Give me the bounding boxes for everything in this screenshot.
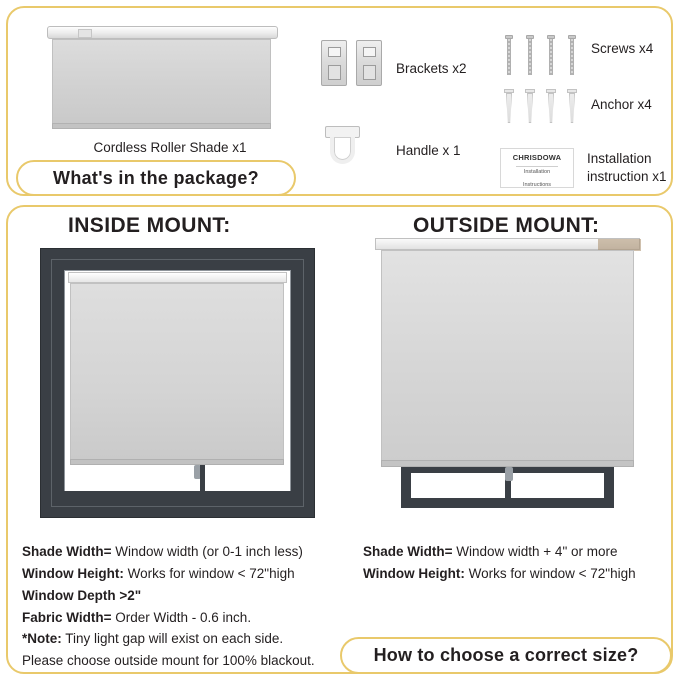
spec-value: Works for window < 72"high bbox=[123, 565, 295, 581]
outside-mount-title: OUTSIDE MOUNT: bbox=[413, 214, 600, 237]
inside-shade-fabric bbox=[70, 283, 284, 461]
spec-line bbox=[22, 607, 352, 629]
instruction-manual-icon bbox=[500, 148, 574, 188]
brand-name: CHRISDOWA bbox=[512, 153, 562, 162]
anchor-icon bbox=[525, 89, 535, 123]
anchor-icon bbox=[546, 89, 556, 123]
outside-shade-bottom-rail bbox=[381, 460, 634, 467]
caption-screws: Screws x4 bbox=[591, 41, 654, 56]
spec-value: Order Width - 0.6 inch. bbox=[111, 609, 252, 625]
screw-icon bbox=[547, 35, 555, 75]
shade-fabric bbox=[52, 39, 271, 126]
anchor-body bbox=[527, 93, 533, 123]
manual-line-1: Installation bbox=[516, 166, 558, 176]
spec-value: Please choose outside mount for 100% blackout. bbox=[22, 653, 315, 669]
anchor-head bbox=[546, 89, 556, 93]
screw-icon bbox=[505, 35, 513, 75]
screw-shaft bbox=[507, 39, 511, 75]
spec-line bbox=[363, 563, 673, 585]
spec-label: Fabric Width= bbox=[22, 609, 112, 625]
manual-line-2: Instructions bbox=[522, 182, 552, 189]
spec-label: Window Height: bbox=[22, 565, 124, 581]
outside-shade-headrail bbox=[375, 238, 640, 250]
shade-headrail bbox=[47, 26, 278, 39]
caption-anchor: Anchor x4 bbox=[591, 97, 652, 112]
bracket-icon bbox=[356, 40, 382, 86]
bracket-icon bbox=[321, 40, 347, 86]
package-ribbon-label: What's in the package? bbox=[16, 160, 296, 196]
inside-mount-title: INSIDE MOUNT: bbox=[68, 214, 231, 237]
anchor-head bbox=[567, 89, 577, 93]
inside-mount-illustration bbox=[40, 248, 315, 518]
shade-bottom-rail bbox=[52, 123, 271, 129]
spec-value: Window width (or 0-1 inch less) bbox=[111, 544, 303, 559]
outside-mount-specs bbox=[363, 541, 673, 585]
anchor-head bbox=[525, 89, 535, 93]
spec-label: Window Height: bbox=[363, 565, 465, 581]
spec-label: Shade Width= bbox=[22, 544, 112, 559]
handle-ring bbox=[330, 137, 355, 164]
spec-line bbox=[22, 563, 352, 585]
anchor-body bbox=[569, 93, 575, 123]
outside-mount-illustration bbox=[375, 238, 640, 518]
spec-line bbox=[22, 650, 352, 672]
caption-instruction: Installation instruction x1 bbox=[587, 151, 667, 185]
anchor-icon bbox=[504, 89, 514, 123]
spec-value: Works for window < 72"high bbox=[464, 565, 636, 581]
size-ribbon-label: How to choose a correct size? bbox=[340, 637, 672, 674]
screw-shaft bbox=[528, 39, 532, 75]
screw-icon bbox=[526, 35, 534, 75]
spec-label: Shade Width= bbox=[363, 544, 453, 559]
caption-shade: Cordless Roller Shade x1 bbox=[93, 140, 247, 155]
shade-headrail-cap bbox=[78, 29, 92, 38]
inside-mount-specs bbox=[22, 541, 352, 672]
spec-label: Window Depth >2" bbox=[22, 587, 142, 603]
anchor-body bbox=[506, 93, 512, 123]
spec-value: Window width + 4" or more bbox=[452, 544, 618, 559]
roller-shade-illustration bbox=[44, 26, 279, 131]
spec-line bbox=[22, 541, 352, 563]
anchor-head bbox=[504, 89, 514, 93]
caption-brackets: Brackets x2 bbox=[396, 61, 467, 76]
caption-handle: Handle x 1 bbox=[396, 143, 461, 158]
screw-shaft bbox=[570, 39, 574, 75]
window-sill bbox=[64, 491, 291, 497]
screw-icon bbox=[568, 35, 576, 75]
spec-label: *Note: bbox=[22, 631, 62, 647]
outside-shade-fabric bbox=[381, 250, 634, 462]
anchor-body bbox=[548, 93, 554, 123]
screw-shaft bbox=[549, 39, 553, 75]
spec-value: Tiny light gap will exist on each side. bbox=[61, 631, 284, 647]
spec-line bbox=[22, 628, 352, 650]
outside-shade-pull-handle bbox=[505, 467, 513, 481]
anchor-icon bbox=[567, 89, 577, 123]
inside-shade-headrail bbox=[68, 272, 287, 283]
handle-icon bbox=[325, 126, 360, 166]
spec-line bbox=[363, 541, 673, 563]
spec-line bbox=[22, 585, 352, 607]
inside-shade-bottom-rail bbox=[70, 459, 284, 465]
